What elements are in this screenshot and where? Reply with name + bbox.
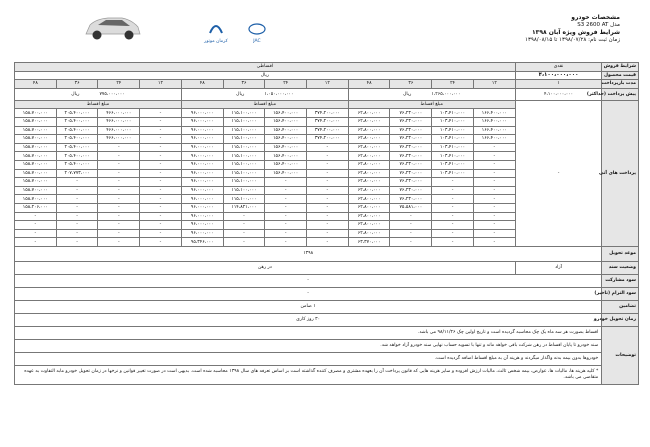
installment-cell: ۴۶۶،۰۰۰،۰۰۰ xyxy=(98,117,140,126)
installment-cell: ۱۱۵،۱۰۰،۰۰۰ xyxy=(223,126,265,135)
installment-cell: - xyxy=(265,238,307,247)
installment-cell: - xyxy=(56,229,98,238)
installment-cell: ۳۷۴،۲۰۰،۰۰۰ xyxy=(307,126,349,135)
installment-cell: ۱۵۶،۴۰۰،۰۰۰ xyxy=(265,109,307,118)
installment-cell: ۱۱۵،۱۰۰،۰۰۰ xyxy=(223,195,265,204)
delivery-label: موعد تحویل xyxy=(602,246,639,261)
installment-cell: - xyxy=(140,126,182,135)
installment-cell: - xyxy=(432,229,474,238)
installment-cell: - xyxy=(140,203,182,212)
installment-cell: - xyxy=(265,229,307,238)
installment-cell: - xyxy=(473,160,515,169)
installment-cell: - xyxy=(140,221,182,230)
installment-cell: ۱۶۶،۴۰۰،۰۰۰ xyxy=(473,109,515,118)
installment-cell: ۱۶۶،۴۰۰،۰۰۰ xyxy=(473,126,515,135)
installment-cell: - xyxy=(432,238,474,247)
installment-cell: ۹۶،۰۰۰،۰۰۰ xyxy=(181,186,223,195)
installment-cell: - xyxy=(56,195,98,204)
installment-cell: ۹۶،۰۰۰،۰۰۰ xyxy=(181,195,223,204)
installment-cell: - xyxy=(307,178,349,187)
installment-cell: ۷۶،۲۳۰،۰۰۰ xyxy=(390,152,432,161)
installment-cell: - xyxy=(307,169,349,178)
km-icon xyxy=(208,21,224,35)
terms-label: شرایط فروش xyxy=(602,63,639,72)
month-cell: ۳۶ xyxy=(223,80,265,89)
installment-cell: ۱۱۵،۱۰۰،۰۰۰ xyxy=(223,169,265,178)
note-row xyxy=(15,326,639,339)
installment-cell: - xyxy=(432,203,474,212)
installment-cell: ۷۶،۲۳۰،۰۰۰ xyxy=(390,186,432,195)
prepay-value: ۱،۰۵۰،۰۰۰،۰۰۰ xyxy=(264,91,294,97)
installment-cell: ۶۲،۸۰۰،۰۰۰ xyxy=(348,109,390,118)
price-label: قیمت محصول xyxy=(602,71,639,80)
installment-cell: ۱۵۶،۴۰۰،۰۰۰ xyxy=(265,143,307,152)
installment-cell: - xyxy=(140,178,182,187)
installment-cell: ۲۰۵،۴۰۰،۰۰۰ xyxy=(56,160,98,169)
month-cell: ۱۲ xyxy=(473,80,515,89)
installment-cell: - xyxy=(473,143,515,152)
month-cell: ۳۶ xyxy=(56,80,98,89)
guarantee-value: ۱ ضامن xyxy=(15,300,602,313)
cash-installments: - xyxy=(515,100,602,246)
logo1-text: کرمان موتور xyxy=(204,39,228,44)
installment-cell: ۲۰۵،۴۰۰،۰۰۰ xyxy=(56,117,98,126)
installment-cell: ۶۲،۸۰۰،۰۰۰ xyxy=(348,229,390,238)
installment-cell: - xyxy=(98,169,140,178)
installment-cell: ۱۵۸،۷۰۰،۰۰۰ xyxy=(15,143,57,152)
installment-cell: ۹۶،۰۰۰،۰۰۰ xyxy=(181,169,223,178)
participation-label: سود مشارکت xyxy=(602,274,639,287)
installment-cell: ۱۵۸،۷۰۰،۰۰۰ xyxy=(15,152,57,161)
installment-cell: ۳۷۴،۲۰۰،۰۰۰ xyxy=(307,117,349,126)
ownership-installment: در رهن xyxy=(15,261,516,274)
cash-header: نقدی xyxy=(515,63,602,72)
installment-cell: - xyxy=(223,221,265,230)
installment-cell: - xyxy=(140,117,182,126)
installment-cell: - xyxy=(140,109,182,118)
installment-cell: ۱۵۶،۴۰۰،۰۰۰ xyxy=(265,117,307,126)
installment-cell: ۱۰۳،۴۱۰،۰۰۰ xyxy=(432,135,474,144)
installment-cell: ۶۲،۸۰۰،۰۰۰ xyxy=(348,135,390,144)
prepay-cell xyxy=(15,88,182,100)
prepay-value: ۱،۲۶۵،۰۰۰،۰۰۰ xyxy=(431,91,461,97)
installment-cell: ۶۲،۸۰۰،۰۰۰ xyxy=(348,160,390,169)
installment-cell: - xyxy=(15,221,57,230)
installment-cell: - xyxy=(307,160,349,169)
month-cell: ۴۸ xyxy=(348,80,390,89)
installment-cell: - xyxy=(307,221,349,230)
installment-cell: ۱۱۵،۱۰۰،۰۰۰ xyxy=(223,117,265,126)
installment-cell: ۱۵۶،۴۰۰،۰۰۰ xyxy=(265,160,307,169)
installment-cell: - xyxy=(140,238,182,247)
month-cell: ۴۸ xyxy=(15,80,57,89)
installment-cell: - xyxy=(473,221,515,230)
installment-cell: ۶۳،۳۷۰،۰۰۰ xyxy=(348,238,390,247)
installment-cell: - xyxy=(15,229,57,238)
installment-cell: ۱۵۸،۷۰۰،۰۰۰ xyxy=(15,117,57,126)
ownership-cash: آزاد xyxy=(515,261,602,274)
delivery-value: ۱۳۹۸ xyxy=(15,246,602,261)
kerman-motor-logo xyxy=(195,20,237,44)
installment-cell: - xyxy=(473,195,515,204)
installment-cell: - xyxy=(98,186,140,195)
installment-cell: - xyxy=(473,229,515,238)
header xyxy=(420,14,620,44)
prepay-cell xyxy=(348,88,515,100)
latefee-value: - xyxy=(15,287,602,300)
installment-cell: - xyxy=(223,212,265,221)
installment-cell: - xyxy=(98,203,140,212)
installment-cell: ۱۰۳،۴۱۰،۰۰۰ xyxy=(432,109,474,118)
participation-row xyxy=(15,274,639,287)
delivery-row xyxy=(15,246,639,261)
installment-cell: ۷۶،۲۳۰،۰۰۰ xyxy=(390,143,432,152)
installment-cell: - xyxy=(98,160,140,169)
installment-cell: ۱۵۶،۴۰۰،۰۰۰ xyxy=(265,169,307,178)
installment-cell: ۶۲،۸۰۰،۰۰۰ xyxy=(348,186,390,195)
installment-cell: - xyxy=(432,178,474,187)
participation-value: - xyxy=(15,274,602,287)
prepay-value: ۷۷۵،۰۰۰،۰۰۰ xyxy=(99,91,125,97)
latefee-label: سود التزام (تاخیر) xyxy=(602,287,639,300)
installment-cell: ۱۵۶،۴۰۰،۰۰۰ xyxy=(265,135,307,144)
installment-cell: - xyxy=(223,238,265,247)
installment-cell: - xyxy=(98,229,140,238)
installment-cell: ۷۶،۲۳۰،۰۰۰ xyxy=(390,160,432,169)
installment-cell: - xyxy=(140,186,182,195)
installment-cell: ۴۶۶،۰۰۰،۰۰۰ xyxy=(98,109,140,118)
price-row xyxy=(15,71,639,80)
prepay-unit: ریال xyxy=(71,91,80,97)
installment-header: اقساطی xyxy=(15,63,516,72)
installment-cell: ۱۵۸،۷۰۰،۰۰۰ xyxy=(15,126,57,135)
installment-cell: - xyxy=(390,212,432,221)
prepay-label: پیش پرداخت (حداکثر) xyxy=(602,88,639,100)
jac-icon xyxy=(248,23,266,35)
installment-cell: ۱۱۵،۱۰۰،۰۰۰ xyxy=(223,152,265,161)
installment-cell: ۱۰۳،۴۱۰،۰۰۰ xyxy=(432,160,474,169)
installment-cell: ۷۶،۲۳۰،۰۰۰ xyxy=(390,109,432,118)
installment-cell: - xyxy=(56,186,98,195)
price-table xyxy=(14,62,639,385)
dates-text: زمان ثبت نام: ۱۳۹۸/۰۷/۲۸ تا ۱۳۹۸/۰۸/۱۵ xyxy=(524,37,620,43)
installment-cell: ۱۵۸،۷۰۰،۰۰۰ xyxy=(15,109,57,118)
installment-cell: - xyxy=(432,221,474,230)
installment-cell: ۲۰۵،۴۰۰،۰۰۰ xyxy=(56,152,98,161)
installment-price: ریال xyxy=(15,71,516,80)
installment-cell: ۱۱۵،۱۰۰،۰۰۰ xyxy=(223,143,265,152)
installment-cell: ۹۶،۰۰۰،۰۰۰ xyxy=(181,152,223,161)
footer-row xyxy=(15,365,639,384)
installment-cell: - xyxy=(390,229,432,238)
guarantee-label: تضامین xyxy=(602,300,639,313)
installment-cell: ۱۵۶،۴۰۰،۰۰۰ xyxy=(265,126,307,135)
delivery-time-label: زمان تحویل خودرو xyxy=(602,313,639,326)
installments-label: پرداخت های آتی xyxy=(602,100,639,246)
installment-cell: ۹۶،۰۰۰،۰۰۰ xyxy=(181,178,223,187)
footer-text: * کلیه هزینه ها، مالیات ها، عوارض، بیمه شخص ثالث، مالیات ارزش افزوده و سایر هزینه هایی که قانون پرداخت آن را بعهده مشتری و مصرف کننده گذاشته است بر اساس تعرفه های سال ۱۳۹۸ محاسبه شده است. بدیهی است در صورت تغییر قوانین و نرخها در زمان تحویل خودرو مابه التفاوت به عهده متقاضی می باشد. xyxy=(15,365,602,384)
prepay-unit: ریال xyxy=(403,91,412,97)
installment-cell: ۱۱۵،۱۰۰،۰۰۰ xyxy=(223,109,265,118)
ownership-row xyxy=(15,261,639,274)
installment-cell: - xyxy=(307,143,349,152)
cash-price: ۴،۱۰۰،۰۰۰،۰۰۰ xyxy=(515,71,602,80)
installment-cell: ۷۶،۲۳۰،۰۰۰ xyxy=(390,169,432,178)
installment-cell: ۲۰۵،۴۰۰،۰۰۰ xyxy=(56,109,98,118)
installment-cell: ۶۲،۸۰۰،۰۰۰ xyxy=(348,152,390,161)
subtitle: شرایط فروش ویژه آبان ۱۳۹۸ xyxy=(532,29,620,36)
installment-cell: - xyxy=(432,195,474,204)
car-image xyxy=(82,12,144,42)
installment-subheader: مبلغ اقساط xyxy=(181,100,348,109)
installment-cell: ۷۶،۲۳۰،۰۰۰ xyxy=(390,195,432,204)
installment-cell: - xyxy=(140,169,182,178)
installment-cell: - xyxy=(265,178,307,187)
installment-cell: - xyxy=(307,203,349,212)
installment-cell: - xyxy=(98,178,140,187)
month-cell: ۲۴ xyxy=(265,80,307,89)
installment-cell: - xyxy=(265,203,307,212)
installment-cell: - xyxy=(98,221,140,230)
installment-cell: ۶۲،۸۰۰،۰۰۰ xyxy=(348,178,390,187)
installment-cell: - xyxy=(390,238,432,247)
month-cell: ۴۸ xyxy=(181,80,223,89)
month-cell: ۱۲ xyxy=(140,80,182,89)
installment-cell: ۴۶۶،۰۰۰،۰۰۰ xyxy=(98,126,140,135)
installment-cell: - xyxy=(56,221,98,230)
installment-cell: ۴۶۶،۰۰۰،۰۰۰ xyxy=(98,135,140,144)
installment-cell: ۶۲،۸۰۰،۰۰۰ xyxy=(348,126,390,135)
installment-cell: ۶۲،۸۰۰،۰۰۰ xyxy=(348,143,390,152)
months-row xyxy=(15,80,639,89)
installment-cell: ۷۶،۲۳۰،۰۰۰ xyxy=(390,117,432,126)
installment-cell: - xyxy=(432,212,474,221)
note-row xyxy=(15,352,639,365)
installment-cell: - xyxy=(98,195,140,204)
installment-cell: ۲۰۵،۴۰۰،۰۰۰ xyxy=(56,135,98,144)
installment-cell: - xyxy=(265,186,307,195)
installment-cell: - xyxy=(56,203,98,212)
delivery-time-value: ۳۰ روز کاری xyxy=(15,313,602,326)
installment-cell: - xyxy=(140,229,182,238)
installment-cell: - xyxy=(223,229,265,238)
prepay-cell xyxy=(181,88,348,100)
installment-cell: ۳۷۴،۲۰۰،۰۰۰ xyxy=(307,135,349,144)
installment-cell: - xyxy=(56,238,98,247)
installment-cell: - xyxy=(265,195,307,204)
installment-cell: - xyxy=(307,212,349,221)
installment-cell: ۷۵،۵۸۱،۰۰۰ xyxy=(390,203,432,212)
installment-cell: - xyxy=(473,152,515,161)
installment-cell: ۱۶۶،۴۰۰،۰۰۰ xyxy=(473,135,515,144)
installment-cell: - xyxy=(140,160,182,169)
installment-cell: ۱۱۴،۸۲۱،۰۰۰ xyxy=(223,203,265,212)
installment-cell: - xyxy=(56,212,98,221)
note-text: اقساط بصورت هر سه ماه یک چک محاسبه گردیده است و تاریخ اولین چک ۹۸/۱۱/۲۶ می باشد. xyxy=(15,326,602,339)
installment-cell: ۹۶،۰۰۰،۰۰۰ xyxy=(181,203,223,212)
month-cell: ۱۲ xyxy=(307,80,349,89)
installment-cell: ۷۶،۲۳۰،۰۰۰ xyxy=(390,178,432,187)
installment-cell: ۹۶،۰۰۰،۰۰۰ xyxy=(181,229,223,238)
installment-cell: - xyxy=(473,186,515,195)
guarantee-row xyxy=(15,300,639,313)
installment-cell: ۹۶،۰۰۰،۰۰۰ xyxy=(181,117,223,126)
ownership-label: وضعیت سند xyxy=(602,261,639,274)
terms-row xyxy=(15,63,639,72)
installment-cell: ۱۵۸،۷۰۰،۰۰۰ xyxy=(15,186,57,195)
installment-cell: ۱۵۸،۷۰۰،۰۰۰ xyxy=(15,178,57,187)
installment-cell: ۱۵۸،۷۰۰،۰۰۰ xyxy=(15,160,57,169)
installment-cell: ۱۵۸،۷۰۰،۰۰۰ xyxy=(15,169,57,178)
installment-cell: - xyxy=(307,195,349,204)
installment-cell: ۹۶،۰۰۰،۰۰۰ xyxy=(181,143,223,152)
installment-cell: - xyxy=(98,143,140,152)
installment-cell: - xyxy=(473,212,515,221)
installment-cell: ۱۵۸،۲۰۶،۰۰۰ xyxy=(15,203,57,212)
installment-cell: - xyxy=(307,238,349,247)
installment-cell: ۶۲،۸۰۰،۰۰۰ xyxy=(348,195,390,204)
installment-cell: ۱۱۵،۱۰۰،۰۰۰ xyxy=(223,178,265,187)
installment-cell: - xyxy=(140,195,182,204)
delivery-time-row xyxy=(15,313,639,326)
installment-cell: ۱۰۳،۴۱۰،۰۰۰ xyxy=(432,117,474,126)
installment-cell: ۱۵۶،۴۰۰،۰۰۰ xyxy=(265,152,307,161)
model-text: مدل S3 2600 AT xyxy=(577,22,620,28)
installment-cell: ۱۵۸،۷۰۰،۰۰۰ xyxy=(15,195,57,204)
installment-cell: - xyxy=(390,221,432,230)
installment-cell: ۹۶،۰۰۰،۰۰۰ xyxy=(181,126,223,135)
installment-cell: ۹۶،۰۰۰،۰۰۰ xyxy=(181,212,223,221)
installment-cell: - xyxy=(307,152,349,161)
installment-cell: - xyxy=(307,229,349,238)
prepay-row xyxy=(15,88,639,100)
installment-cell: - xyxy=(307,186,349,195)
installment-cell: ۱۶۶،۴۰۰،۰۰۰ xyxy=(473,117,515,126)
installment-cell: ۹۶،۰۰۰،۰۰۰ xyxy=(181,135,223,144)
installment-cell: - xyxy=(15,212,57,221)
note-text: خودروها بدون بیمه بدنه واگذار میگردند و هزینه آن به مبلغ اقساط اضافه گردیده است. xyxy=(15,352,602,365)
installment-cell: - xyxy=(140,135,182,144)
installment-cell: ۷۶،۲۳۰،۰۰۰ xyxy=(390,135,432,144)
installment-subheader: مبلغ اقساط xyxy=(15,100,182,109)
installment-cell: ۹۶،۰۰۰،۰۰۰ xyxy=(181,109,223,118)
installment-cell: ۱۱۵،۱۰۰،۰۰۰ xyxy=(223,135,265,144)
logo2-text: JAC xyxy=(253,39,261,44)
installment-cell: - xyxy=(98,238,140,247)
installment-cell: ۶۲،۸۰۰،۰۰۰ xyxy=(348,117,390,126)
installment-cell: ۲۰۵،۴۰۰،۰۰۰ xyxy=(56,143,98,152)
jac-logo xyxy=(242,20,272,44)
installment-subheader: مبلغ اقساط xyxy=(348,100,515,109)
installment-cell: ۷۶،۲۳۰،۰۰۰ xyxy=(390,126,432,135)
subheader-row xyxy=(15,100,639,109)
installment-cell: - xyxy=(98,212,140,221)
installment-cell: - xyxy=(15,238,57,247)
prepay-unit: ریال xyxy=(236,91,245,97)
installment-cell: ۹۵،۳۴۶،۰۰۰ xyxy=(181,238,223,247)
installment-cell: - xyxy=(432,186,474,195)
month-cell: ۳۶ xyxy=(390,80,432,89)
cash-prepay: ۴،۱۰۰،۰۰۰،۰۰۰ xyxy=(515,88,602,100)
installment-cell: ۱۱۵،۱۰۰،۰۰۰ xyxy=(223,160,265,169)
note-text: سند خودرو تا پایان اقساط در رهن شرکت باقی خواهد ماند و تنها با تسویه حساب نهایی سند خودرو آزاد خواهد شد. xyxy=(15,339,602,352)
installment-cell: - xyxy=(265,221,307,230)
installment-cell: ۹۶،۰۰۰،۰۰۰ xyxy=(181,160,223,169)
installment-cell: ۹۶،۰۰۰،۰۰۰ xyxy=(181,221,223,230)
installment-cell: ۱۱۵،۱۰۰،۰۰۰ xyxy=(223,186,265,195)
installment-cell: ۲۰۵،۴۰۰،۰۰۰ xyxy=(56,126,98,135)
installment-cell: ۶۲،۸۰۰،۰۰۰ xyxy=(348,221,390,230)
installment-cell: - xyxy=(56,178,98,187)
installment-cell: - xyxy=(140,143,182,152)
installment-cell: - xyxy=(473,203,515,212)
installment-cell: - xyxy=(98,152,140,161)
installment-cell: - xyxy=(473,169,515,178)
note-row xyxy=(15,339,639,352)
installment-cell: ۶۲،۸۰۰،۰۰۰ xyxy=(348,169,390,178)
installment-cell: - xyxy=(473,238,515,247)
installment-cell: ۱۵۸،۷۰۰،۰۰۰ xyxy=(15,135,57,144)
installment-cell: - xyxy=(140,212,182,221)
month-cell: ۲۴ xyxy=(432,80,474,89)
installment-cell: ۱۰۳،۴۱۰،۰۰۰ xyxy=(432,169,474,178)
installment-cell: ۱۰۳،۴۱۰،۰۰۰ xyxy=(432,143,474,152)
notes-label: توضیحات xyxy=(602,326,639,384)
cash-month: ۱ xyxy=(515,80,602,89)
installment-cell: ۶۲،۸۰۰،۰۰۰ xyxy=(348,212,390,221)
installment-cell: ۲۰۷،۷۷۳،۰۰۰ xyxy=(56,169,98,178)
month-cell: ۲۴ xyxy=(98,80,140,89)
installment-cell: - xyxy=(140,152,182,161)
installment-cell: ۱۰۳،۴۱۰،۰۰۰ xyxy=(432,152,474,161)
latefee-row xyxy=(15,287,639,300)
page-title: مشخصات خودرو xyxy=(571,14,620,21)
installment-cell: ۳۷۴،۲۰۰،۰۰۰ xyxy=(307,109,349,118)
installment-cell: ۱۰۳،۴۱۰،۰۰۰ xyxy=(432,126,474,135)
installment-cell: - xyxy=(265,212,307,221)
months-label: مدت بازپرداخت xyxy=(602,80,639,89)
installment-cell: ۶۲،۸۰۰،۰۰۰ xyxy=(348,203,390,212)
installment-cell: - xyxy=(473,178,515,187)
